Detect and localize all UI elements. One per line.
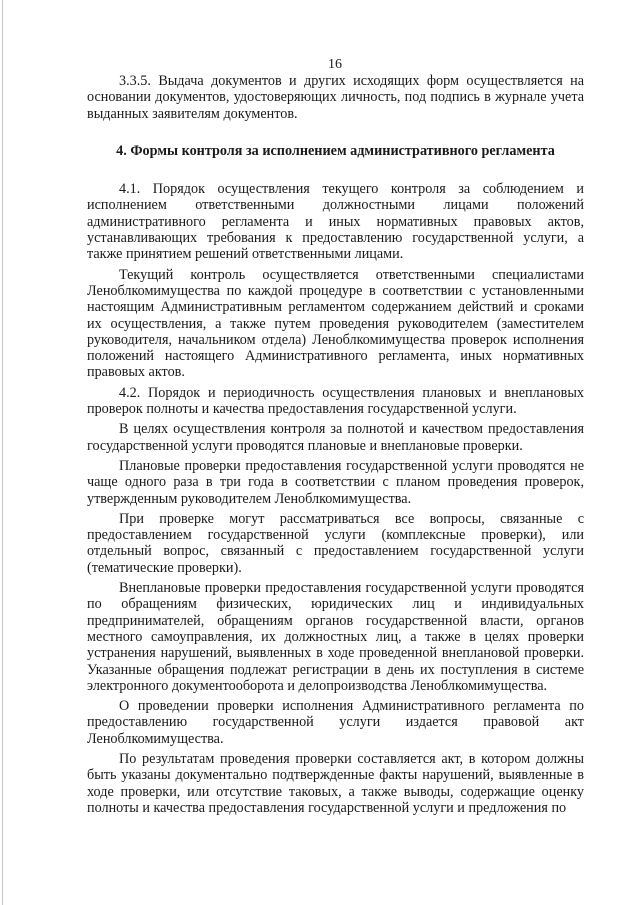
paragraph-current-control: Текущий контроль осуществляется ответственными специалистами Леноблкомимущества по каждой процедуре в соответствии с установленными настоящим Административным регламентом содержанием действий и сроками их осуществления, а также путем проведения руководителем (заместителем руководителя, начальником отдела) Леноблкомимущества проверок исполнения положений настоящего Административного регламента, иных нормативных правовых актов. <box>87 266 584 381</box>
paragraph-4-1: 4.1. Порядок осуществления текущего контроля за соблюдением и исполнением ответственными должностными лицами положений административного регламента и иных нормативных правовых актов, устанавливающих требования к предоставлению государственной услуги, а также принятием решений ответственными лицами. <box>87 181 584 263</box>
paragraph-legal-act: О проведении проверки исполнения Административного регламента по предоставлению государственной услуги издается правовой акт Леноблкомимущества. <box>87 698 584 747</box>
document-body <box>87 73 584 816</box>
scan-edge-line <box>2 0 3 905</box>
page-number: 16 <box>328 57 342 72</box>
paragraph-unplanned-checks: Внеплановые проверки предоставления государственной услуги проводятся по обращениям физических, юридических лиц и индивидуальных предпринимателей, обращениям органов государственной власти, органов местного самоуправления, их должностных лиц, а также в целях проверки устранения нарушений, выявленных в ходе проведенной внеплановой проверки. Указанные обращения подлежат регистрации в день их поступления в системе электронного документооборота и делопроизводства Леноблкомимущества. <box>87 580 584 694</box>
paragraph-check-scope: При проверке могут рассматриваться все вопросы, связанные с предоставлением государственной услуги (комплексные проверки), или отдельный вопрос, связанный с предоставлением государственной услуги (тематические проверки). <box>87 510 584 576</box>
paragraph-check-results: По результатам проведения проверки составляется акт, в котором должны быть указаны документально подтвержденные факты нарушений, выявленные в ходе проверки, или отсутствие таковых, а также выводы, содержащие оценку полноты и качества предоставления государственной услуги и предложения по <box>87 750 584 816</box>
paragraph-4-2: 4.2. Порядок и периодичность осуществления плановых и внеплановых проверок полноты и качества предоставления государственной услуги. <box>87 384 584 418</box>
section-heading: 4. Формы контроля за исполнением административного регламента <box>116 142 555 159</box>
paragraph-control-purpose: В целях осуществления контроля за полнотой и качеством предоставления государственной услуги проводятся плановые и внеплановые проверки. <box>87 421 584 454</box>
paragraph-planned-checks: Плановые проверки предоставления государственной услуги проводятся не чаще одного раза в три года в соответствии с планом проведения проверок, утвержденным руководителем Леноблкомимущества. <box>87 457 584 507</box>
paragraph-3-3-5: 3.3.5. Выдача документов и других исходящих форм осуществляется на основании документов, удостоверяющих личность, под подпись в журнале учета выданных заявителям документов. <box>87 73 584 122</box>
